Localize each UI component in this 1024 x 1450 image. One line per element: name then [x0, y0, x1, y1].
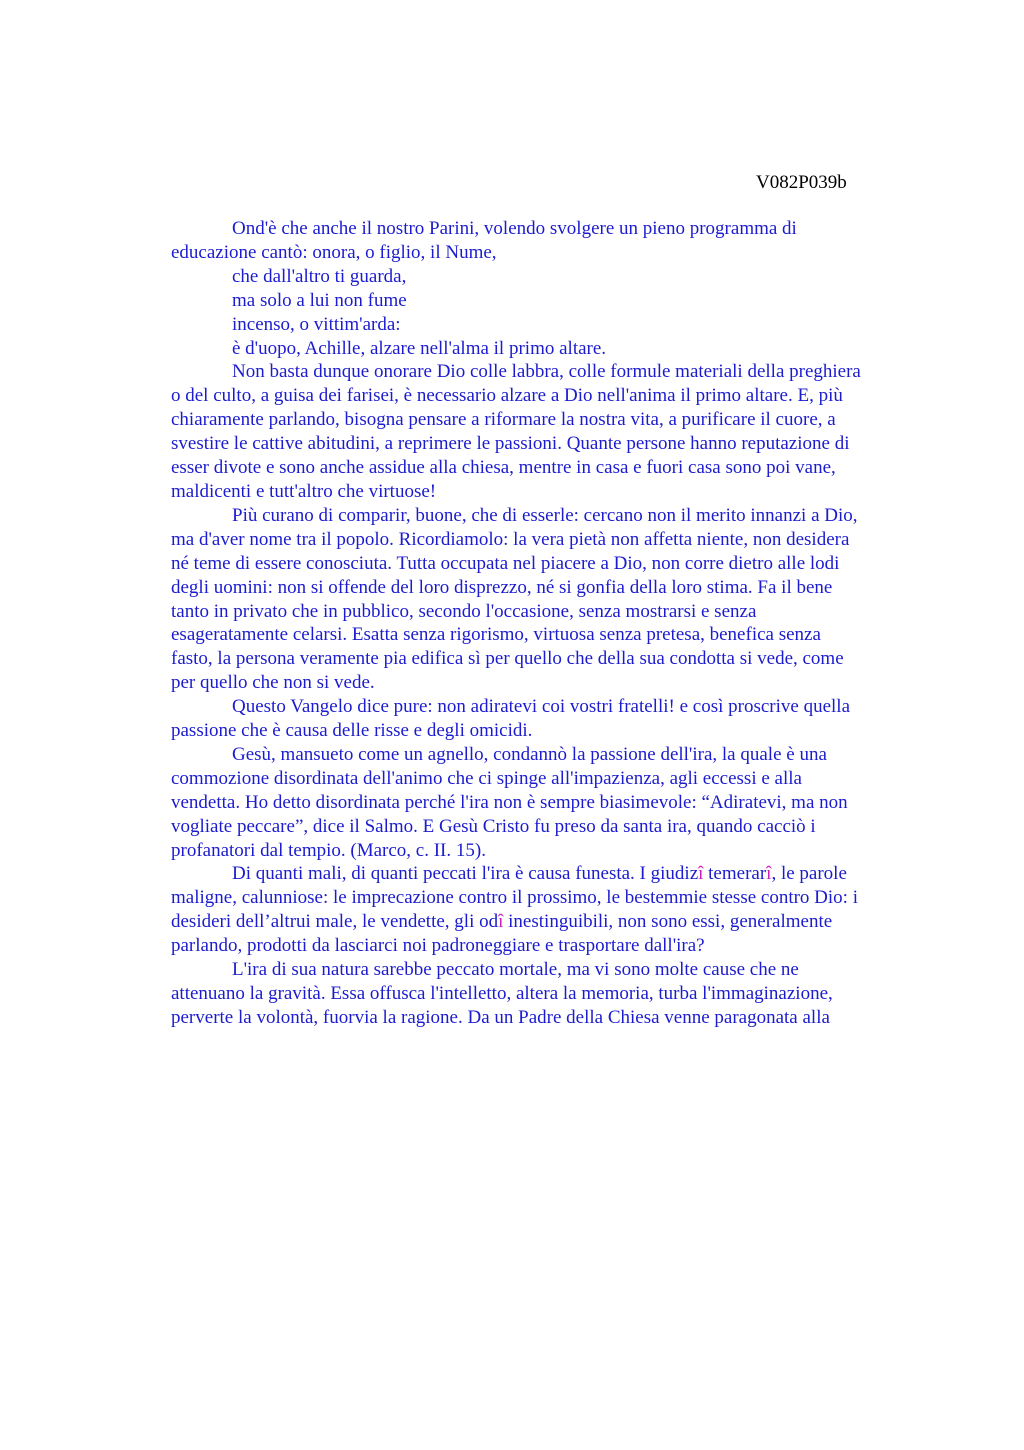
text-line: desideri dell’altrui male, le vendette, gli odî inestinguibili, non sono essi, generalmente — [171, 911, 833, 933]
text-line: educazione cantò: onora, o figlio, il Nume, — [171, 241, 497, 263]
body-text — [171, 217, 931, 1030]
text-line: vogliate peccare”, dice il Salmo. E Gesù Cristo fu preso da santa ira, quando cacciò i — [171, 815, 816, 837]
text-line: Più curano di comparir, buone, che di esserle: cercano non il merito innanzi a Dio, — [232, 504, 858, 526]
text-line: esageratamente celarsi. Esatta senza rigorismo, virtuosa senza pretesa, benefica senza — [171, 624, 821, 646]
text-line: degli uomini: non si offende del loro disprezzo, né si gonfia della loro stima. Fa il bene — [171, 576, 833, 598]
text-line: per quello che non si vede. — [171, 672, 375, 694]
verse-line: è d'uopo, Achille, alzare nell'alma il primo altare. — [232, 337, 607, 359]
text-line: passione che è causa delle risse e degli omicidi. — [171, 720, 533, 742]
text-line: fasto, la persona veramente pia edifica sì per quello che della sua condotta si vede, come — [171, 648, 844, 670]
text-line: Questo Vangelo dice pure: non adiratevi coi vostri fratelli! e così proscrive quella — [232, 696, 851, 718]
text-line: tanto in privato che in pubblico, secondo l'occasione, senza mostrarsi e senza — [171, 600, 757, 622]
text-line: ma d'aver nome tra il popolo. Ricordiamolo: la vera pietà non affetta niente, non desidera — [171, 528, 850, 550]
highlighted-char: î — [698, 863, 704, 885]
text-line: esser divote e sono anche assidue alla chiesa, mentre in casa e fuori casa sono poi vane, — [171, 457, 836, 479]
verse-line: ma solo a lui non fume — [232, 289, 407, 311]
text-line: maligne, calunniose: le imprecazione contro il prossimo, le bestemmie stesse contro Dio: i — [171, 887, 858, 909]
highlighted-char: î — [766, 863, 772, 885]
text-line: attenuano la gravità. Essa offusca l'intelletto, altera la memoria, turba l'immaginazione, — [171, 983, 833, 1004]
page-code: V082P039b — [756, 172, 847, 193]
highlighted-char: î — [498, 911, 504, 933]
text-line: maldicenti e tutt'altro che virtuose! — [171, 480, 437, 502]
verse-line: incenso, o vittim'arda: — [232, 313, 401, 335]
text-line: vendetta. Ho detto disordinata perché l'ira non è sempre biasimevole: “Adiratevi, ma non — [171, 791, 848, 813]
text-line: Di quanti mali, di quanti peccati l'ira è causa funesta. I giudizî temerarî, le parole — [232, 863, 847, 885]
text-line: profanatori dal tempio. (Marco, c. II. 15). — [171, 839, 486, 861]
text-line: o del culto, a guisa dei farisei, è necessario alzare a Dio nell'anima il primo altare. E, più — [171, 385, 843, 407]
text-line: chiaramente parlando, bisogna pensare a riformare la nostra vita, a purificare il cuore, a — [171, 409, 836, 431]
text-line: commozione disordinata dell'animo che ci spinge all'impazienza, agli eccessi e alla — [171, 767, 802, 789]
text-line: né teme di essere conosciuta. Tutta occupata nel piacere a Dio, non corre dietro alle lodi — [171, 552, 840, 574]
text-line: perverte la volontà, fuorvia la ragione. Da un Padre della Chiesa venne paragonata alla — [171, 1006, 830, 1028]
text-line: Ond'è che anche il nostro Parini, volendo svolgere un pieno programma di — [232, 218, 797, 239]
verse-line: che dall'altro ti guarda, — [232, 265, 407, 287]
text-line: Non basta dunque onorare Dio colle labbra, colle formule materiali della preghiera — [232, 361, 861, 383]
text-line: Gesù, mansueto come un agnello, condannò la passione dell'ira, la quale è una — [232, 743, 827, 765]
text-line: L'ira di sua natura sarebbe peccato mortale, ma vi sono molte cause che ne — [232, 959, 799, 981]
text-line: svestire le cattive abitudini, a reprimere le passioni. Quante persone hanno reputazione di — [171, 433, 850, 455]
text-line: parlando, prodotti da lasciarci noi padroneggiare e trasportare dall'ira? — [171, 935, 705, 957]
